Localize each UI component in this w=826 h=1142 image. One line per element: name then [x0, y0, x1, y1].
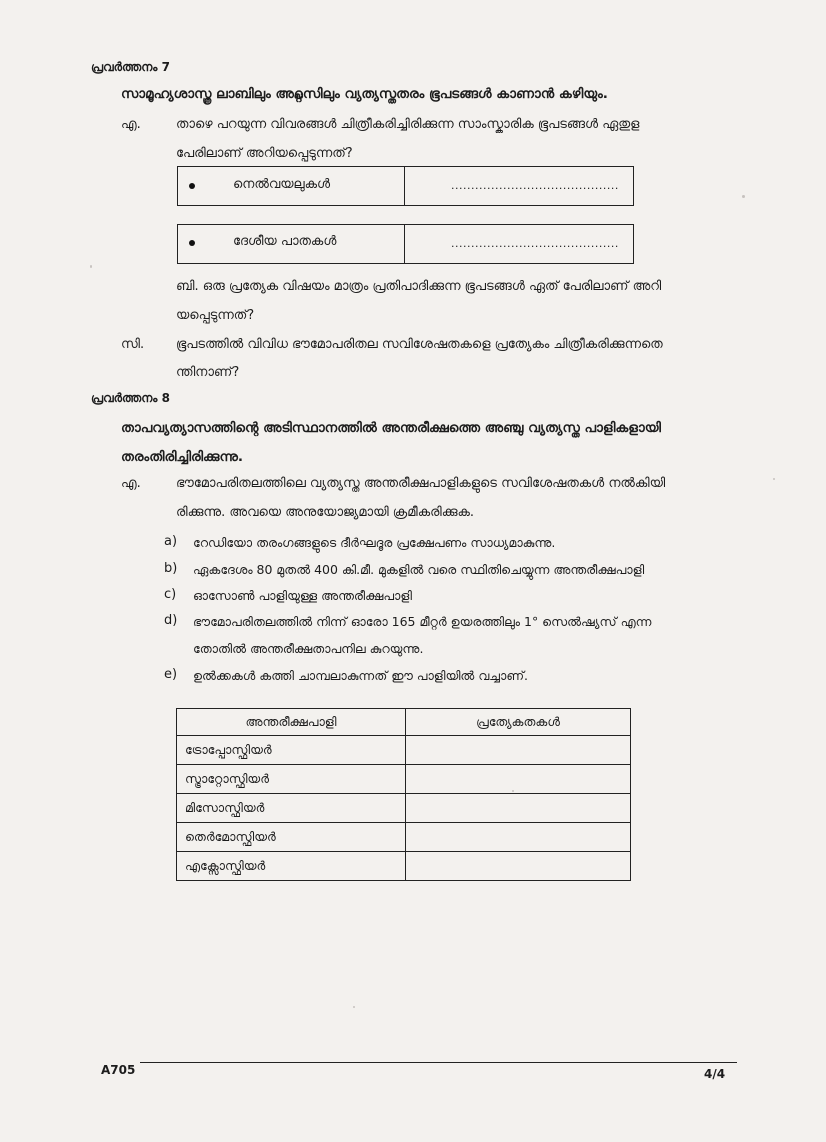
feature-answer-cell[interactable]	[406, 765, 631, 794]
paper-speck	[90, 265, 92, 268]
question-a-text-line2: രിക്കുന്നു. അവയെ അനുയോജ്യമായി ക്രമീകരിക്കുക.	[176, 505, 475, 520]
table-row	[177, 823, 631, 852]
layer-name: സ്ട്രാറ്റോസ്ഫിയർ	[177, 765, 406, 794]
activity-8-intro-line1: താപവ്യത്യാസത്തിന്റെ അടിസ്ഥാനത്തിൽ അന്തരീക്ഷത്തെ അഞ്ചു വ്യത്യസ്ത പാളികളായി	[121, 420, 661, 436]
question-c-label: സി.	[121, 337, 145, 352]
table-header-features: പ്രത്യേകതകൾ	[406, 709, 631, 736]
layer-name: ട്രോപ്പോസ്ഫിയർ	[177, 736, 406, 765]
activity-7-heading: പ്രവർത്തനം 7	[91, 60, 170, 74]
paper-speck	[742, 195, 745, 198]
layer-name: മിസോസ്ഫിയർ	[177, 794, 406, 823]
feature-answer-cell[interactable]	[406, 852, 631, 881]
feature-answer-cell[interactable]	[406, 794, 631, 823]
question-a-label: എ.	[121, 476, 141, 491]
answer-box-1-blank[interactable]: ..........................................	[451, 179, 619, 192]
item-b-text: ഏകദേശം 80 മുതൽ 400 കി.മീ. മുകളിൽ വരെ സ്ഥിതിചെയ്യുന്ന അന്തരീക്ഷപാളി	[193, 562, 645, 577]
table-row	[177, 794, 631, 823]
layer-name: എക്സോസ്ഫിയർ	[177, 852, 406, 881]
feature-answer-cell[interactable]	[406, 736, 631, 765]
question-b-text-line2: യപ്പെടുന്നത്?	[176, 308, 255, 323]
table-row	[177, 736, 631, 765]
answer-box-2-label: ദേശീയ പാതകൾ	[233, 234, 337, 249]
item-d-text-line2: തോതിൽ അന്തരീക്ഷതാപനില കുറയുന്നു.	[193, 641, 424, 656]
atmosphere-layers-table	[176, 708, 631, 881]
item-d-text-line1: ഭൗമോപരിതലത്തിൽ നിന്ന് ഓരോ 165 മീറ്റർ ഉയരത്തിലും 1° സെൽഷ്യസ് എന്ന	[193, 614, 652, 629]
item-b-label: b)	[164, 561, 178, 576]
paper-speck	[512, 790, 514, 792]
paper-speck	[353, 1006, 355, 1008]
activity-8-intro-line2: തരംതിരിച്ചിരിക്കുന്നു.	[121, 449, 243, 465]
question-a-label: എ.	[121, 117, 141, 132]
question-a-text-line1: ഭൗമോപരിതലത്തിലെ വ്യത്യസ്ത അന്തരീക്ഷപാളികളുടെ സവിശേഷതകൾ നൽകിയി	[176, 476, 666, 491]
activity-7-intro: സാമൂഹ്യശാസ്ത്ര ലാബിലും അറ്റ്ലസിലും വ്യത്യസ്തതരം ഭൂപടങ്ങൾ കാണാൻ കഴിയും.	[121, 86, 608, 102]
paper-speck	[773, 478, 775, 480]
item-a-label: a)	[164, 534, 178, 549]
page-number: 4/4	[704, 1067, 726, 1081]
table-row	[177, 852, 631, 881]
footer-rule	[140, 1062, 737, 1063]
table-header-layer: അന്തരീക്ഷപാളി	[177, 709, 406, 736]
feature-answer-cell[interactable]	[406, 823, 631, 852]
answer-box-2-blank[interactable]: ..........................................	[451, 237, 619, 250]
item-d-label: d)	[164, 613, 178, 628]
question-c-text-line1: ഭൂപടത്തിൽ വിവിധ ഭൗമോപരിതല സവിശേഷതകളെ പ്രത്യേകം ചിത്രീകരിക്കുന്നതെ	[176, 337, 663, 352]
item-c-label: c)	[164, 587, 177, 602]
item-c-text: ഓസോൺ പാളിയുള്ള അന്തരീക്ഷപാളി	[193, 588, 412, 603]
activity-8-heading: പ്രവർത്തനം 8	[91, 391, 170, 405]
paper-code: A705	[101, 1063, 136, 1077]
layer-name: തെർമോസ്ഫിയർ	[177, 823, 406, 852]
question-b-text-line1: ബി. ഒരു പ്രത്യേക വിഷയം മാത്രം പ്രതിപാദിക്കുന്ന ഭൂപടങ്ങൾ ഏത് പേരിലാണ് അറി	[176, 279, 662, 294]
item-a-text: റേഡിയോ തരംഗങ്ങളുടെ ദീർഘദൂര പ്രക്ഷേപണം സാധ്യമാകുന്നു.	[193, 535, 556, 550]
table-row	[177, 765, 631, 794]
bullet-icon	[189, 183, 195, 189]
answer-box-1-label: നെൽവയലുകൾ	[233, 177, 331, 192]
question-c-text-line2: ന്തിനാണ്?	[176, 365, 240, 380]
question-a-text-line2: പേരിലാണ് അറിയപ്പെടുന്നത്?	[176, 146, 353, 161]
table-header-row	[177, 709, 631, 736]
item-e-text: ഉൽക്കകൾ കത്തി ചാമ്പലാകുന്നത് ഈ പാളിയിൽ വച്ചാണ്.	[193, 668, 528, 683]
item-e-label: e)	[164, 667, 178, 682]
question-a-text-line1: താഴെ പറയുന്ന വിവരങ്ങൾ ചിത്രീകരിച്ചിരിക്കുന്ന സാംസ്കാരിക ഭൂപടങ്ങൾ ഏതുള	[176, 117, 640, 132]
bullet-icon	[189, 240, 195, 246]
